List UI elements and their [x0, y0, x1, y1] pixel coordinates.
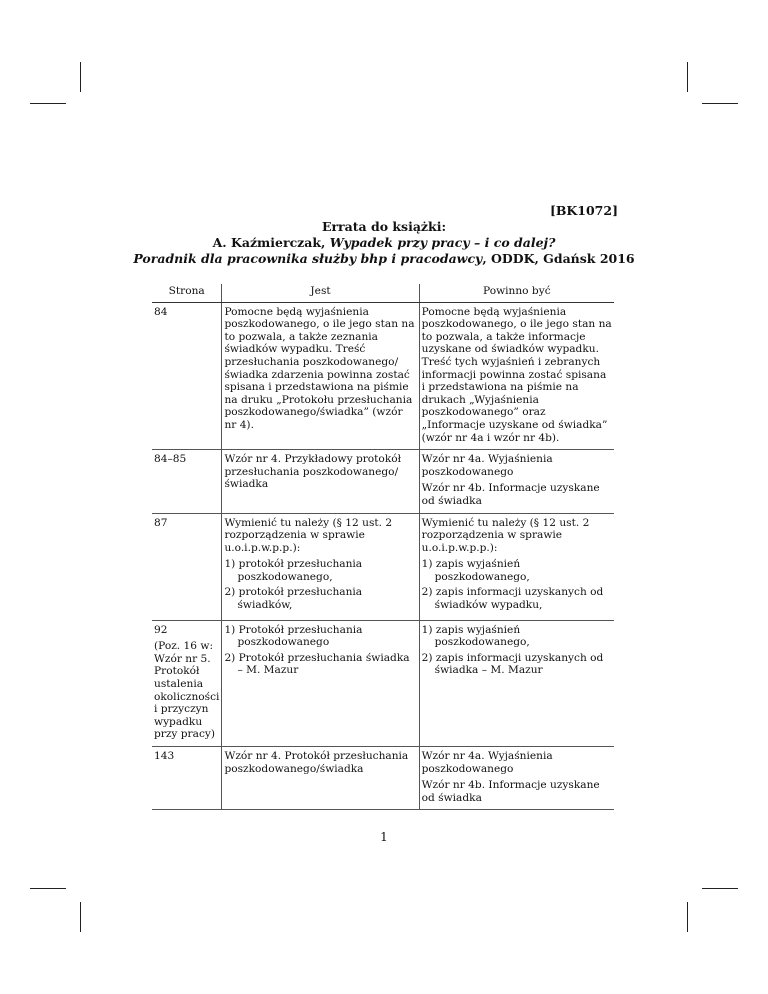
should-be-text: Wymienić tu należy (§ 12 ust. 2 rozporządzenia w sprawie u.o.i.p.w.p.p.): — [421, 516, 590, 554]
crop-mark — [80, 902, 81, 932]
book-publisher: , ODDK, Gdańsk 2016 — [482, 251, 635, 266]
page-number: 84 — [154, 305, 168, 318]
should-be-cell — [419, 747, 614, 810]
should-be-cell — [419, 513, 614, 620]
page-number: 84–85 — [154, 453, 187, 466]
page-number-footer: 1 — [380, 830, 388, 844]
crop-mark — [30, 888, 66, 889]
is-text: Pomocne będą wyjaśnienia poszkodowanego, o ile jego stan na to pozwala, a także zeznania świadków wypadku. Treść przesłuchania poszkodowanego/świadka zdarzenia powinna zostać spisana i przedstawiona na piśmie na druku „Protokołu przesłuchania poszkodowanego/świadka” (wzór nr 4). — [224, 305, 415, 431]
book-author: A. Kaźmierczak, — [212, 235, 330, 250]
is-cell — [222, 513, 419, 620]
column-header-is: Jest — [222, 284, 419, 302]
should-be-text: Wzór nr 4a. Wyjaśnienia poszkodowanego — [421, 750, 553, 775]
errata-table — [152, 284, 614, 810]
is-list-item: 2) protokół przesłuchania świadków, — [224, 586, 363, 612]
is-cell — [222, 620, 419, 746]
page-number: 92 — [154, 623, 168, 636]
table-row — [152, 513, 614, 620]
should-be-text: Wzór nr 4a. Wyjaśnienia poszkodowanego — [421, 453, 553, 478]
book-title: Wypadek przy pracy – i co dalej? — [329, 235, 556, 250]
table-row — [152, 747, 614, 810]
crop-mark — [702, 103, 738, 104]
page-cell — [152, 620, 222, 746]
is-cell — [222, 450, 419, 513]
should-be-list-item: 2) zapis informacji uzyskanych od świadków wypadku, — [421, 586, 604, 612]
should-be-cell — [419, 620, 614, 746]
document-code: [BK1072] — [549, 203, 618, 218]
crop-mark — [80, 62, 81, 92]
table-row — [152, 302, 614, 450]
table-row — [152, 620, 614, 746]
book-subtitle-line — [0, 251, 768, 267]
page-cell — [152, 747, 222, 810]
page-note: (Poz. 16 w: Wzór nr 5. Protokół ustalenia okoliczności i przyczyn wypadku przy pracy) — [154, 640, 220, 741]
is-list-item: 2) Protokół przesłuchania świadka – M. Mazur — [224, 651, 410, 677]
is-list-item: 1) protokół przesłuchania poszkodowanego, — [224, 558, 363, 583]
is-cell — [222, 302, 419, 450]
errata-title: Errata do książki: — [321, 219, 447, 234]
crop-mark — [30, 103, 66, 104]
column-header-should-be: Powinno być — [419, 284, 614, 302]
should-be-text: Wzór nr 4b. Informacje uzyskane od świadka — [421, 482, 600, 507]
is-text: Wzór nr 4. Protokół przesłuchania poszkodowanego/świadka — [224, 750, 409, 775]
should-be-text: Pomocne będą wyjaśnienia poszkodowanego, o ile jego stan na to pozwala, a także informacje uzyskane od świadków wypadku. Treść tych wyjaśnień i zebranych informacji powinna zostać spisana i przedstawiona na piśmie na drukach „Wyjaśnienia poszkodowanego” oraz „Informacje uzyskane od świadka” (wzór nr 4a i wzór nr 4b). — [421, 305, 612, 444]
book-author-title — [0, 235, 768, 251]
should-be-text: Wzór nr 4b. Informacje uzyskane od świadka — [421, 779, 600, 804]
should-be-list-item: 2) zapis informacji uzyskanych od świadka – M. Mazur — [421, 651, 604, 677]
is-text: Wzór nr 4. Przykładowy protokół przesłuchania poszkodowanego/świadka — [224, 453, 402, 491]
column-header-page: Strona — [152, 284, 222, 302]
crop-mark — [687, 62, 688, 92]
is-text: Wymienić tu należy (§ 12 ust. 2 rozporządzenia w sprawie u.o.i.p.w.p.p.): — [224, 516, 393, 554]
page-number: 87 — [154, 516, 168, 529]
page-cell — [152, 450, 222, 513]
crop-mark — [702, 888, 738, 889]
book-subtitle: Poradnik dla pracownika służby bhp i pracodawcy — [133, 251, 483, 266]
is-cell — [222, 747, 419, 810]
should-be-list-item: 1) zapis wyjaśnień poszkodowanego, — [421, 558, 530, 583]
page-number: 143 — [154, 750, 175, 762]
table-header-row — [152, 284, 614, 302]
table-row — [152, 450, 614, 513]
should-be-cell — [419, 302, 614, 450]
should-be-list-item: 1) zapis wyjaśnień poszkodowanego, — [421, 623, 530, 649]
should-be-cell — [419, 450, 614, 513]
is-list-item: 1) Protokół przesłuchania poszkodowanego — [224, 623, 363, 649]
page-cell — [152, 302, 222, 450]
crop-mark — [687, 902, 688, 932]
page-cell — [152, 513, 222, 620]
